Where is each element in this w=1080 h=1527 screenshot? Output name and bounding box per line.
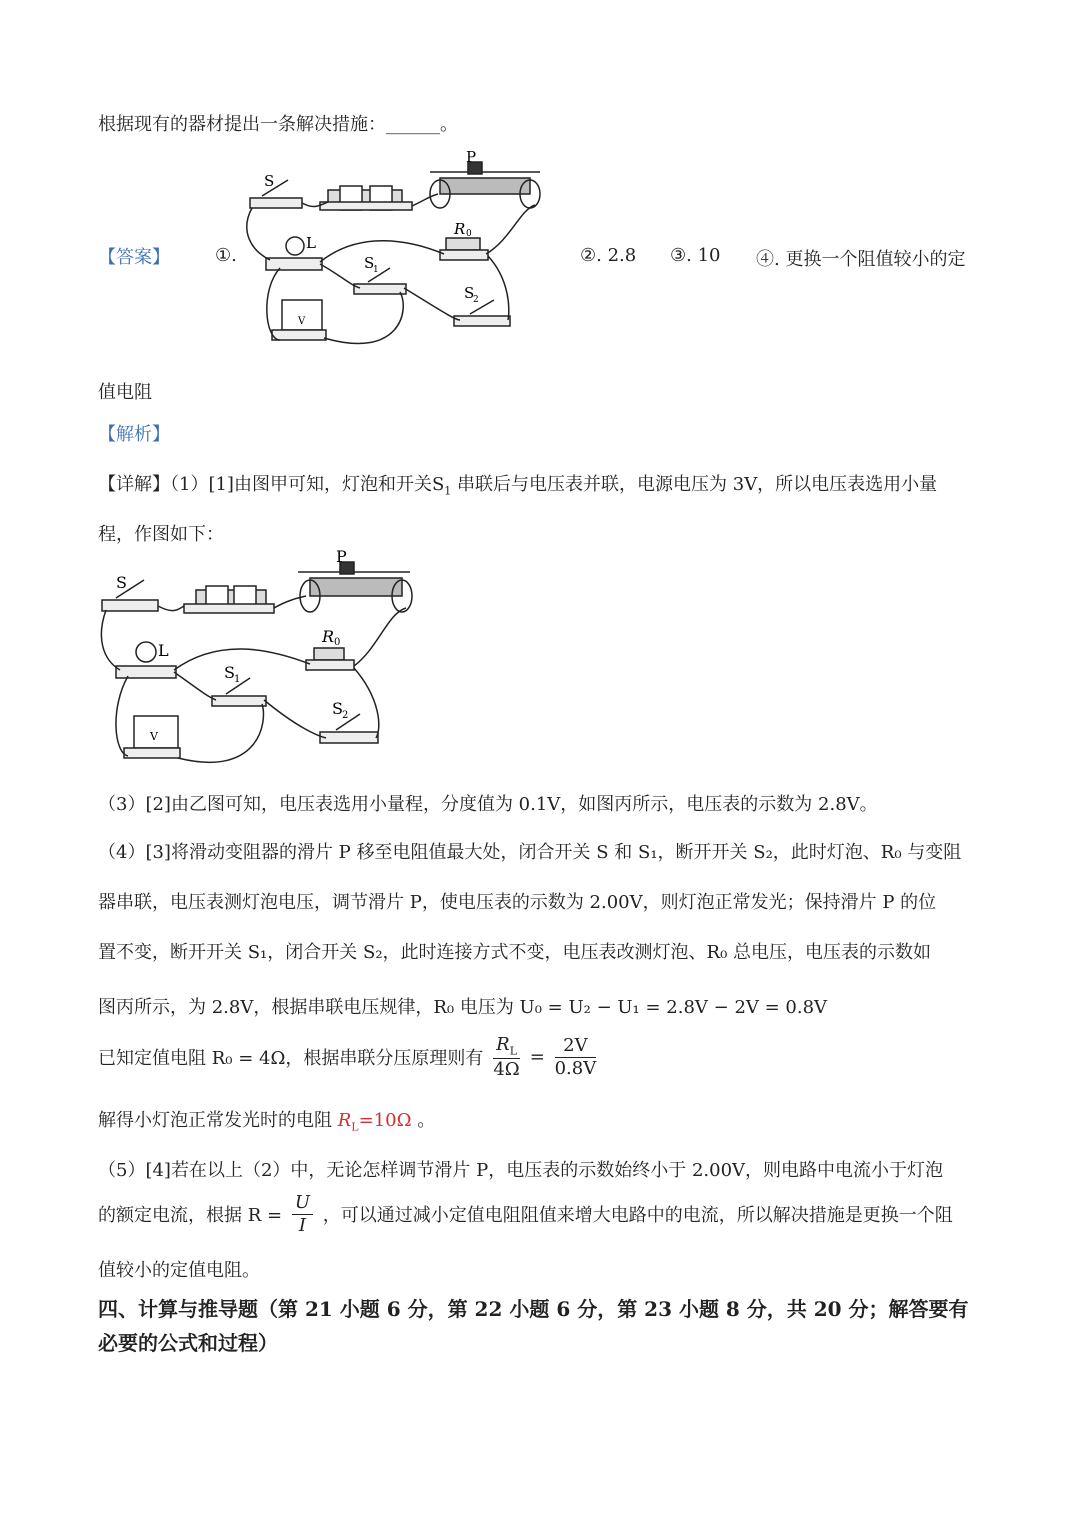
fig1-label-p: P xyxy=(466,150,477,166)
detail-4f-text: 解得小灯泡正常发光时的电阻 xyxy=(98,1110,332,1131)
section4-heading-1: 四、计算与推导题（第 21 小题 6 分，第 22 小题 6 分，第 23 小题 8 分，共 20 分；解答要有 xyxy=(98,1297,969,1321)
answer-4: ④. 更换一个阻值较小的定 xyxy=(756,249,966,270)
detail-1a: 【详解】（1）[1]由图甲可知，灯泡和开关S xyxy=(98,474,445,495)
detail-5b-post: ，可以通过减小定值电阻阻值来增大电路中的电流，所以解决措施是更换一个阻 xyxy=(322,1205,953,1227)
fraction-rl-4ohm: $\frac{R_L}{4\Omega}$ xyxy=(493,1034,520,1080)
detail-4e-text: 已知定值电阻 R₀ = 4Ω，根据串联分压原理则有 xyxy=(98,1048,484,1070)
svg-text:1: 1 xyxy=(373,265,379,275)
frac2-num: 2V xyxy=(555,1035,597,1058)
circuit-diagram-solution xyxy=(98,548,418,778)
fig2-label-s1: S xyxy=(224,663,235,682)
fig1-label-s1: S xyxy=(364,254,375,272)
answer-label: 【答案】 xyxy=(98,247,170,268)
answer-2: ②. 2.8 xyxy=(580,245,637,266)
fig1-label-s2: S xyxy=(464,284,475,302)
detail-line-5a: （5）[4]若在以上（2）中，无论怎样调节滑片 P，电压表的示数始终小于 2.00V，则电路中电流小于灯泡 xyxy=(98,1160,944,1181)
rl-value: =10Ω xyxy=(358,1110,412,1131)
answer-1: ①. xyxy=(215,245,237,266)
fig1-label-l: L xyxy=(306,234,316,252)
fig2-label-s2: S xyxy=(332,699,343,718)
fig2-label-p: P xyxy=(336,548,347,566)
svg-text:2: 2 xyxy=(342,710,349,721)
svg-text:0: 0 xyxy=(334,637,341,648)
frac2-den: 0.8V xyxy=(554,1057,597,1079)
fig2-label-s: S xyxy=(116,573,127,592)
svg-text:1: 1 xyxy=(234,674,241,685)
fig1-label-v: V xyxy=(298,316,306,327)
fig2-label-r0: R xyxy=(322,627,335,646)
fig1-label-s: S xyxy=(264,172,275,190)
detail-line-4b: 器串联，电压表测灯泡电压，调节滑片 P，使电压表的示数为 2.00V，则灯泡正常发光；保持滑片 P 的位 xyxy=(98,892,937,913)
rl-symbol: R xyxy=(337,1110,352,1131)
detail-line-1: 【详解】（1）[1]由图甲可知，灯泡和开关$S_1$ 串联后与电压表并联，电源电压为 3V，所以电压表选用小量 xyxy=(98,474,938,498)
detail-line-4f: 解得小灯泡正常发光时的电阻 $R_L=10\Omega$ 。 xyxy=(98,1110,436,1134)
frac-u: U xyxy=(292,1192,313,1215)
detail-line-4a: （4）[3]将滑动变阻器的滑片 P 移至电阻值最大处，闭合开关 S 和 S₁，断开开关 S₂，此时灯泡、R₀ 与变阻 xyxy=(98,842,962,863)
svg-text:0: 0 xyxy=(466,229,472,239)
answer-3: ③. 10 xyxy=(670,245,721,266)
fraction-u-over-i xyxy=(292,1192,313,1236)
detail-line-4c: 置不变，断开开关 S₁，闭合开关 S₂，此时连接方式不变，电压表改测灯泡、R₀ 总电压，电压表的示数如 xyxy=(98,942,932,963)
frac-i: I xyxy=(298,1214,306,1236)
answer-4-cont: 值电阻 xyxy=(98,382,152,403)
detail-line-3: （3）[2]由乙图可知，电压表选用小量程，分度值为 0.1V，如图丙所示，电压表的示数为 2.8V。 xyxy=(98,794,878,815)
svg-text:2: 2 xyxy=(473,295,479,305)
detail-line-4d: 图丙所示，为 2.8V，根据串联电压规律，R₀ 电压为 U₀ = U₂ − U₁ = 2.8V − 2V = 0.8V xyxy=(98,997,828,1018)
section4-heading-2: 必要的公式和过程） xyxy=(98,1331,278,1355)
detail-line-4e: 已知定值电阻 R₀ = 4Ω，根据串联分压原理则有 $\frac{R_L}{4\Omega}$ = $\frac{2V}{0.8V}$ xyxy=(98,1034,597,1080)
fraction-2v-08v xyxy=(555,1035,597,1079)
detail-1b: 串联后与电压表并联，电源电压为 3V，所以电压表选用小量 xyxy=(457,474,938,495)
detail-line-1c: 程，作图如下： xyxy=(98,524,224,545)
fig2-label-l: L xyxy=(158,641,169,660)
frac1-den: 4Ω xyxy=(493,1058,520,1080)
detail-5b-pre: 的额定电流，根据 R = xyxy=(98,1205,283,1227)
question-tail: 根据现有的器材提出一条解决措施：______。 xyxy=(98,114,458,135)
frac1-num: R xyxy=(496,1034,510,1055)
detail-line-5b xyxy=(98,1192,953,1236)
fig2-label-v: V xyxy=(150,730,158,743)
fig1-label-r0: R xyxy=(454,220,466,238)
circuit-diagram-answer xyxy=(240,150,560,360)
analysis-label: 【解析】 xyxy=(98,424,170,445)
detail-line-5c: 值较小的定值电阻。 xyxy=(98,1260,260,1281)
